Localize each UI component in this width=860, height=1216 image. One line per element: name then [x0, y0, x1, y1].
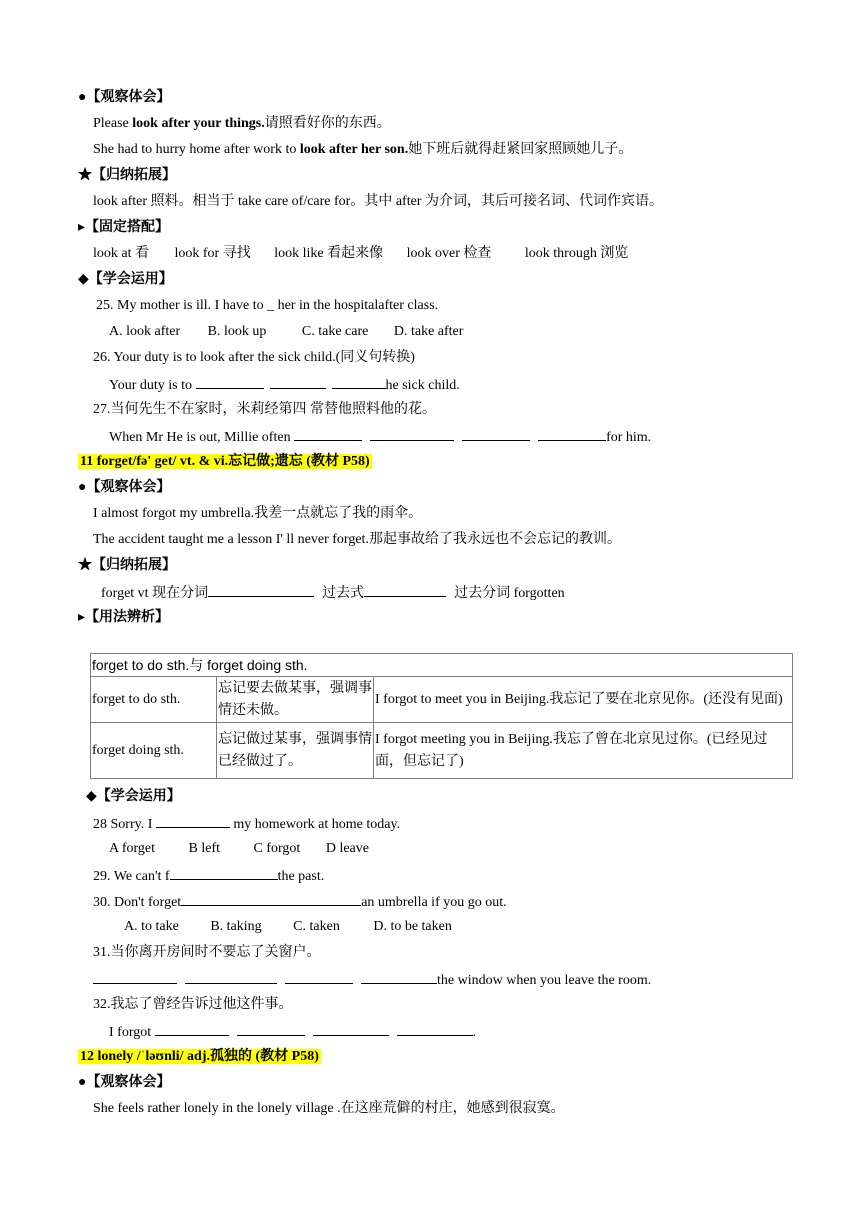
observe-heading: ●【观察体会】: [78, 480, 171, 495]
option: B. look up: [207, 324, 267, 339]
summary-heading: ★【归纳拓展】: [78, 168, 176, 183]
table-cell-meaning: 忘记做过某事，强调事情已经做过了。: [217, 723, 374, 779]
answer-blank[interactable]: [181, 892, 361, 906]
question-26: 26. Your duty is to look after the sick child.(同义句转换): [93, 350, 415, 365]
section-11-title: 11 forget/fə' get/ vt. & vi.忘记做;遗忘 (教材 P58): [80, 454, 370, 469]
phrase: look through 浏览: [524, 246, 629, 261]
answer-blank[interactable]: [237, 1022, 305, 1036]
phrase: look at 看: [93, 246, 149, 261]
answer-blank[interactable]: [370, 427, 454, 441]
question-25: 25. My mother is ill. I have to _ her in the hospitalafter class.: [96, 298, 439, 313]
practice-heading: ◆【学会运用】: [78, 272, 173, 287]
table-header: forget to do sth.与 forget doing sth.: [91, 654, 793, 677]
phrase: look like 看起来像: [274, 246, 384, 261]
example-sentence: She feels rather lonely in the lonely village .在这座荒僻的村庄，她感到很寂寞。: [93, 1101, 565, 1116]
option: A. to take: [124, 919, 179, 934]
phrase-list: [93, 245, 628, 263]
question-32: 32.我忘了曾经告诉过他这件事。: [93, 997, 293, 1012]
question-27: 27.当何先生不在家时，米莉经第四 常替他照料他的花。: [93, 402, 436, 417]
answer-blank[interactable]: [364, 583, 446, 597]
answer-blank[interactable]: [170, 866, 278, 880]
phrase: look over 检查: [406, 246, 492, 261]
usage-heading: ▸【用法辨析】: [78, 610, 170, 625]
example-sentence: Please look after your things.请照看好你的东西。: [93, 116, 391, 131]
option: D. take after: [393, 324, 464, 339]
question-30: 30. Don't forget an umbrella if you go out.: [93, 892, 507, 912]
summary-heading: ★【归纳拓展】: [78, 558, 176, 573]
observe-heading: ●【观察体会】: [78, 90, 171, 105]
table-cell-example: I forgot meeting you in Beijing.我忘了曾在北京见过你。(已经见过面，但忘记了): [374, 723, 793, 779]
option: A. look after: [109, 324, 181, 339]
option: B left: [188, 841, 221, 856]
phrase: look for 寻找: [174, 246, 251, 261]
question-32-blanks: I forgot .: [109, 1022, 476, 1042]
verb-forms: forget vt 现在分词 过去式 过去分词 forgotten: [101, 583, 565, 603]
question-28-options: [109, 840, 369, 858]
answer-blank[interactable]: [155, 1022, 229, 1036]
option: D. to be taken: [373, 919, 452, 934]
example-sentence: The accident taught me a lesson I' ll never forget.那起事故给了我永远也不会忘记的教训。: [93, 532, 621, 547]
option: A forget: [109, 841, 156, 856]
answer-blank[interactable]: [332, 375, 386, 389]
answer-blank[interactable]: [313, 1022, 389, 1036]
question-31-blanks: the window when you leave the room.: [93, 970, 651, 990]
answer-blank[interactable]: [462, 427, 530, 441]
question-31: 31.当你离开房间时不要忘了关窗户。: [93, 945, 321, 960]
section-12-title: 12 lonely /ˈləʊnli/ adj.孤独的 (教材 P58): [80, 1049, 319, 1064]
answer-blank[interactable]: [538, 427, 606, 441]
question-25-options: [109, 323, 463, 341]
practice-heading: ◆【学会运用】: [86, 789, 181, 804]
answer-blank[interactable]: [196, 375, 264, 389]
option: B. taking: [210, 919, 262, 934]
usage-table: [90, 653, 793, 779]
question-28: 28 Sorry. I my homework at home today.: [93, 814, 400, 834]
answer-blank[interactable]: [294, 427, 362, 441]
question-26-blanks: Your duty is to he sick child.: [109, 375, 460, 395]
summary-text: look after 照料。相当于 take care of/care for。其中 after 为介词，其后可接名词、代词作宾语。: [93, 194, 663, 209]
table-cell-term: forget doing sth.: [91, 723, 217, 779]
table-cell-meaning: 忘记要去做某事，强调事情还未做。: [217, 677, 374, 723]
fixed-phrases-heading: ▸【固定搭配】: [78, 220, 170, 235]
answer-blank[interactable]: [397, 1022, 473, 1036]
option: C. take care: [301, 324, 369, 339]
answer-blank[interactable]: [270, 375, 326, 389]
observe-heading: ●【观察体会】: [78, 1075, 171, 1090]
table-cell-term: forget to do sth.: [91, 677, 217, 723]
answer-blank[interactable]: [185, 970, 277, 984]
question-30-options: [124, 918, 452, 936]
question-27-blanks: When Mr He is out, Millie often for him.: [109, 427, 651, 447]
table-cell-example: I forgot to meet you in Beijing.我忘记了要在北京见你。(还没有见面): [374, 677, 793, 723]
answer-blank[interactable]: [285, 970, 353, 984]
answer-blank[interactable]: [208, 583, 314, 597]
answer-blank[interactable]: [156, 814, 230, 828]
option: C. taken: [293, 919, 340, 934]
answer-blank[interactable]: [93, 970, 177, 984]
option: D leave: [325, 841, 369, 856]
example-sentence: She had to hurry home after work to look after her son.她下班后就得赶紧回家照顾她儿子。: [93, 142, 633, 157]
answer-blank[interactable]: [361, 970, 437, 984]
option: C forgot: [253, 841, 301, 856]
example-sentence: I almost forgot my umbrella.我差一点就忘了我的雨伞。: [93, 506, 423, 521]
question-29: 29. We can't f the past.: [93, 866, 324, 886]
